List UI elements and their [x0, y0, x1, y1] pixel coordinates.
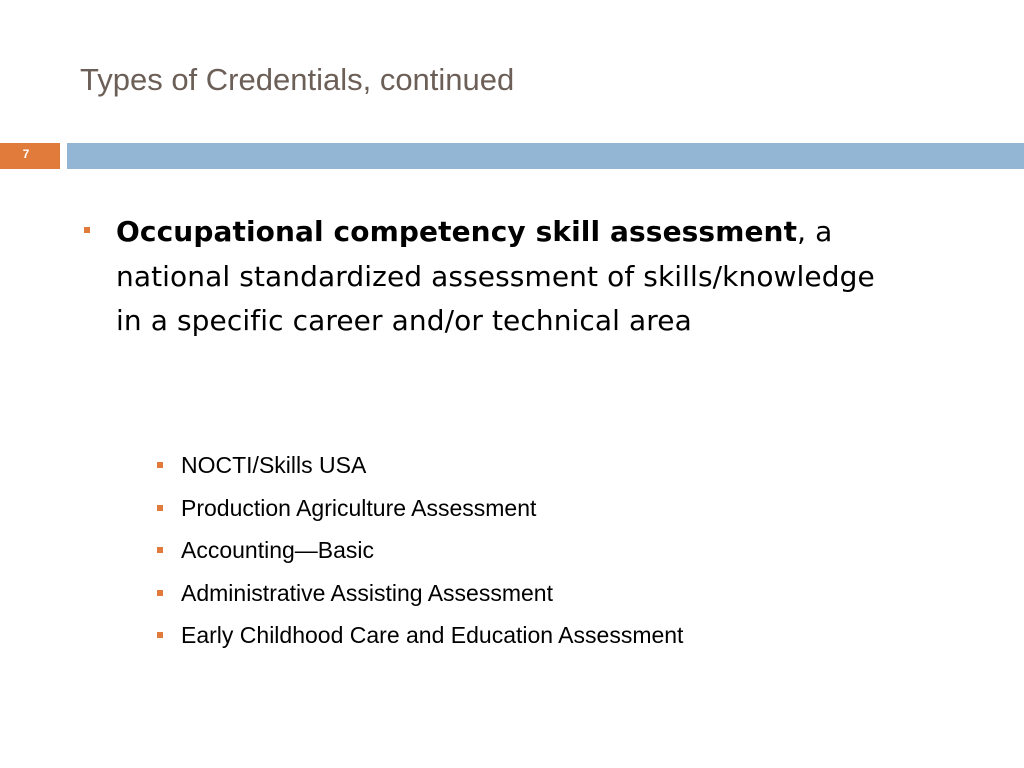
square-bullet-icon [157, 547, 163, 553]
slide-number-box [0, 143, 60, 169]
sub-bullet-list [157, 446, 997, 659]
sub-bullet-item [157, 446, 997, 489]
square-bullet-icon [84, 227, 90, 233]
sub-bullet-item [157, 574, 997, 617]
sub-bullet-text: Administrative Assisting Assessment [181, 579, 553, 606]
main-bullet-description: , a national standardized assessment of skills/knowledge in a specific career and/or technical area [116, 215, 875, 337]
header-bar [67, 143, 1024, 169]
sub-bullet-text: Accounting—Basic [181, 537, 375, 563]
sub-bullet-text: NOCTI/Skills USA [181, 452, 367, 478]
square-bullet-icon [157, 505, 163, 511]
square-bullet-icon [157, 462, 163, 468]
sub-bullet-item [157, 616, 997, 659]
sub-bullet-item [157, 489, 997, 532]
main-bullet-bold-term: Occupational competency skill assessment [116, 215, 798, 248]
sub-bullet-text: Early Childhood Care and Education Assessment [181, 622, 684, 648]
slide-number: 7 [22, 147, 30, 161]
sub-bullet-text: Production Agriculture Assessment [181, 494, 537, 521]
square-bullet-icon [157, 590, 163, 596]
sub-bullet-item [157, 531, 997, 574]
square-bullet-icon [157, 632, 163, 638]
main-bullet [84, 210, 904, 344]
main-bullet-text [116, 210, 904, 344]
slide-title: Types of Credentials, continued [80, 62, 515, 97]
